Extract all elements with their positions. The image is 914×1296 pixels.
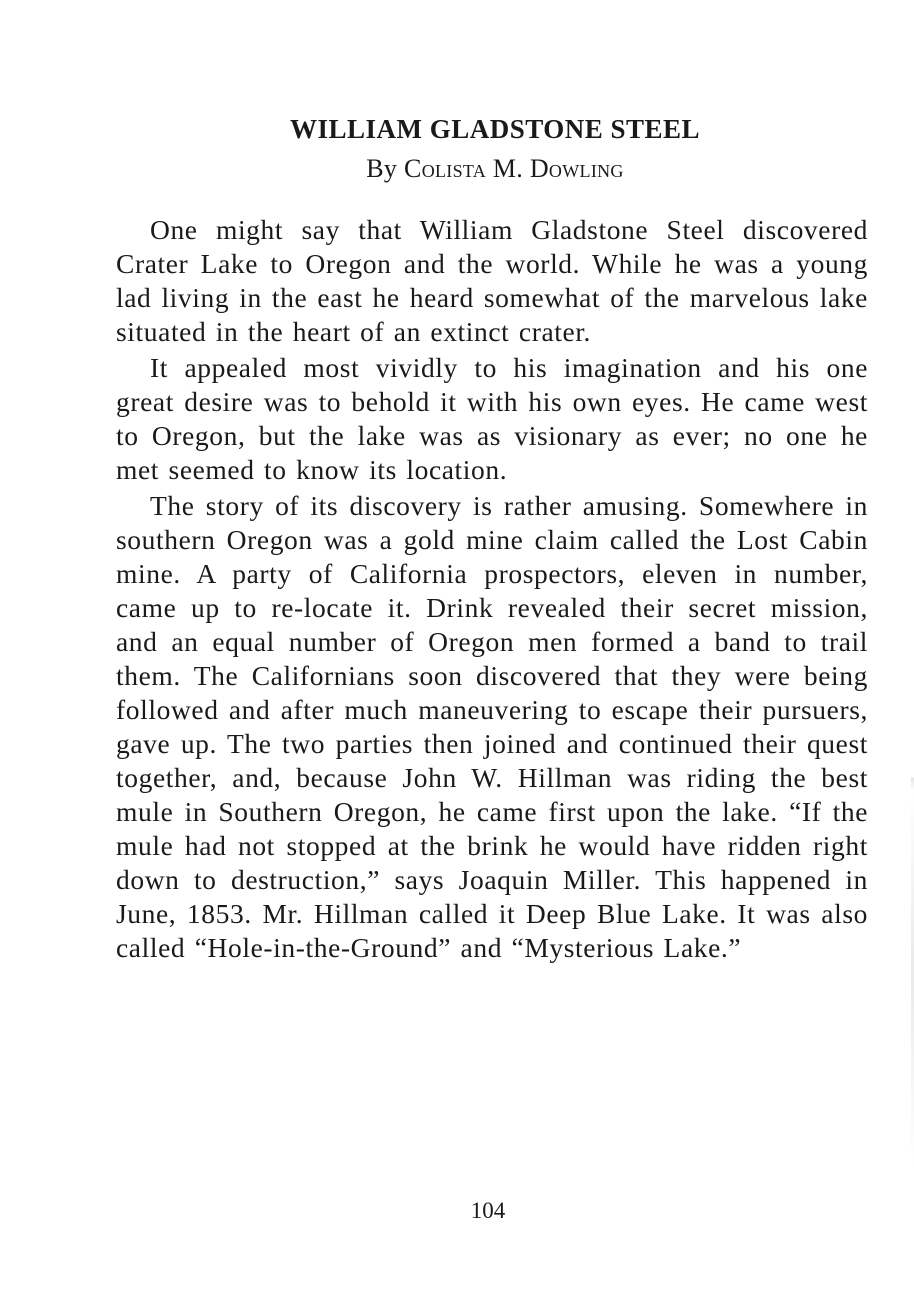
article-title: WILLIAM GLADSTONE STEEL: [289, 114, 701, 144]
paragraph-2: It appealed most vividly to his imagination and his one great desire was to behold it with his own eyes. He came west to Oregon, but the lake was as visionary as ever; no one he met seemed to know its location.: [116, 352, 868, 485]
paragraph-1: One might say that William Gladstone Steel discovered Crater Lake to Oregon and the world. While he was a young lad living in the east he heard somewhat of the marvelous lake situated in the heart of an extinct crater.: [116, 214, 868, 347]
page-number: 104: [470, 1198, 506, 1223]
article-body: [116, 213, 868, 967]
byline-prefix: By: [366, 154, 398, 183]
byline: [0, 154, 914, 184]
byline-author: Colista M. Dowling: [404, 154, 624, 183]
paragraph-3: The story of its discovery is rather amusing. Somewhere in southern Oregon was a gold mine claim called the Lost Cabin mine. A party of California prospectors, eleven in number, came up to re-locate it. Drink revealed their secret mission, and an equal number of Oregon men formed a band to trail them. The Californians soon discovered that they were being followed and after much maneuvering to escape their pursuers, gave up. The two parties then joined and continued their quest together, and, because John W. Hillman was riding the best mule in Southern Oregon, he came first upon the lake. “If the mule had not stopped at the brink he would have ridden right down to destruction,” says Joaquin Miller. This happened in June, 1853. Mr. Hillman called it Deep Blue Lake. It was also called “Hole-in-the-Ground” and “Mysterious Lake.”: [116, 490, 868, 963]
